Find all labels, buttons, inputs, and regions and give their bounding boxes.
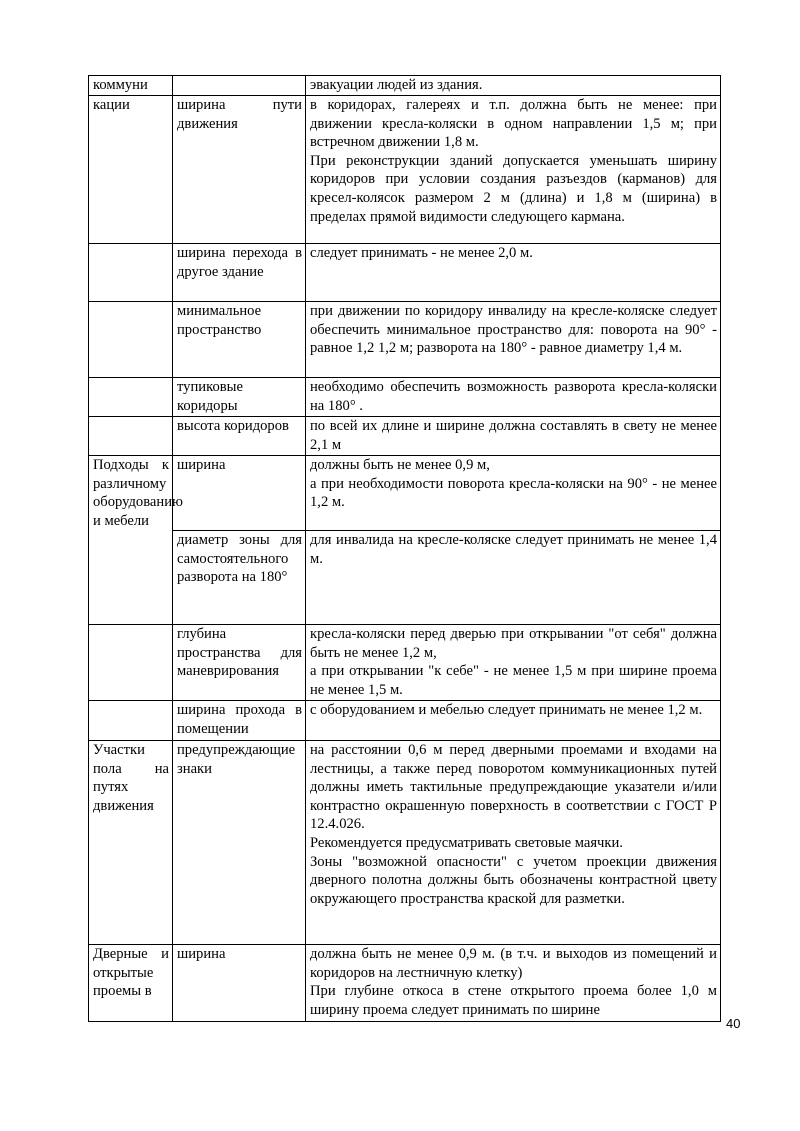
requirement-text: следует принимать - не менее 2,0 м. xyxy=(310,245,533,261)
category-cell xyxy=(89,378,173,417)
category-cell: кации xyxy=(89,96,173,244)
requirement-text: При глубине откоса в стене открытого проема более 1,0 м ширину проема следует принимать по ширине xyxy=(310,983,717,1018)
table-row xyxy=(89,531,721,625)
parameter-cell: глубина пространства для маневрирования xyxy=(173,625,306,701)
requirement-cell xyxy=(306,76,721,96)
table-row xyxy=(89,76,721,96)
requirement-cell xyxy=(306,741,721,945)
parameter-cell: ширина прохода в помещении xyxy=(173,701,306,741)
requirement-text: при движении по коридору инвалиду на кресле-коляске следует обеспечить минимальное пространство для: поворота на 90° - равное 1,2 1,2 м; разворота на 180° - равное диаметру 1,4 м. xyxy=(310,303,717,357)
table-row xyxy=(89,302,721,378)
table-row xyxy=(89,456,721,531)
table-row xyxy=(89,96,721,244)
category-cell: коммуни xyxy=(89,76,173,96)
requirement-text: эвакуации людей из здания. xyxy=(310,77,483,93)
requirement-cell xyxy=(306,244,721,302)
table-row xyxy=(89,945,721,1022)
category-cell xyxy=(89,701,173,741)
requirement-cell xyxy=(306,456,721,531)
requirement-text: должна быть не менее 0,9 м. (в т.ч. и выходов из помещений и коридоров на лестничную клетку) xyxy=(310,946,717,981)
requirement-cell xyxy=(306,417,721,456)
requirement-text: по всей их длине и ширине должна составлять в свету не менее 2,1 м xyxy=(310,418,717,453)
parameter-cell: ширина пути движения xyxy=(173,96,306,244)
category-cell: Участки пола на путях движения xyxy=(89,741,173,945)
table-row xyxy=(89,378,721,417)
parameter-cell: ширина xyxy=(173,945,306,1022)
requirement-cell xyxy=(306,96,721,244)
requirement-cell xyxy=(306,302,721,378)
parameter-cell xyxy=(173,76,306,96)
requirement-text: в коридорах, галереях и т.п. должна быть не менее: при движении кресла-коляски в одном направлении 1,5 м; при встречном движении 1,8 м. xyxy=(310,97,717,151)
category-cell xyxy=(89,244,173,302)
requirement-text: должны быть не менее 0,9 м, xyxy=(310,457,490,473)
requirement-text: Зоны "возможной опасности" с учетом проекции движения дверного полотна должны быть обозначены контрастной цвету окружающего пространства краской для разметки. xyxy=(310,853,717,907)
table-row xyxy=(89,701,721,741)
table-row xyxy=(89,741,721,945)
requirements-table xyxy=(88,75,721,1022)
requirement-cell xyxy=(306,701,721,741)
requirement-text: для инвалида на кресле-коляске следует принимать не менее 1,4 м. xyxy=(310,532,717,567)
requirement-text: необходимо обеспечить возможность разворота кресла-коляски на 180° . xyxy=(310,379,717,414)
requirement-text: а при необходимости поворота кресла-коляски на 90° - не менее 1,2 м. xyxy=(310,475,717,511)
requirement-cell xyxy=(306,378,721,417)
requirement-text: кресла-коляски перед дверью при открывании "от себя" должна быть не менее 1,2 м, xyxy=(310,626,717,661)
category-cell xyxy=(89,531,173,625)
parameter-cell: предупреждающие знаки xyxy=(173,741,306,945)
parameter-cell: высота коридоров xyxy=(173,417,306,456)
category-cell: Дверные и открытые проемы в xyxy=(89,945,173,1022)
category-cell xyxy=(89,302,173,378)
requirement-text: Рекомендуется предусматривать световые маячки. xyxy=(310,834,623,851)
table-row xyxy=(89,417,721,456)
table-row xyxy=(89,244,721,302)
category-cell xyxy=(89,417,173,456)
parameter-cell: минимальное пространство xyxy=(173,302,306,378)
requirement-cell xyxy=(306,945,721,1022)
page-number: 40 xyxy=(726,1016,741,1031)
requirement-text: с оборудованием и мебелью следует принимать не менее 1,2 м. xyxy=(310,702,703,718)
parameter-cell: диаметр зоны для самостоятельного разворота на 180° xyxy=(173,531,306,625)
category-cell: Подходы к различному оборудованию и мебели xyxy=(89,456,173,531)
parameter-cell: ширина перехода в другое здание xyxy=(173,244,306,302)
requirement-cell xyxy=(306,531,721,625)
requirement-text: а при открывании "к себе" - не менее 1,5 м при ширине проема не менее 1,5 м. xyxy=(310,663,717,698)
parameter-cell: ширина xyxy=(173,456,306,531)
requirement-text: При реконструкции зданий допускается уменьшать ширину коридоров при условии создания разъездов (карманов) для кресел-колясок размером 2 м (длина) и 1,8 м (ширина) в пределах прямой видимости следующего кармана. xyxy=(310,152,717,225)
parameter-cell: тупиковые коридоры xyxy=(173,378,306,417)
category-cell xyxy=(89,625,173,701)
requirement-cell xyxy=(306,625,721,701)
table-row xyxy=(89,625,721,701)
requirement-text: на расстоянии 0,6 м перед дверными проемами и входами на лестницы, а также перед поворотом коммуникационных путей должны иметь тактильные предупреждающие указатели и/или контрастно окрашенную поверхность в соответствии с ГОСТ Р 12.4.026. xyxy=(310,742,717,833)
